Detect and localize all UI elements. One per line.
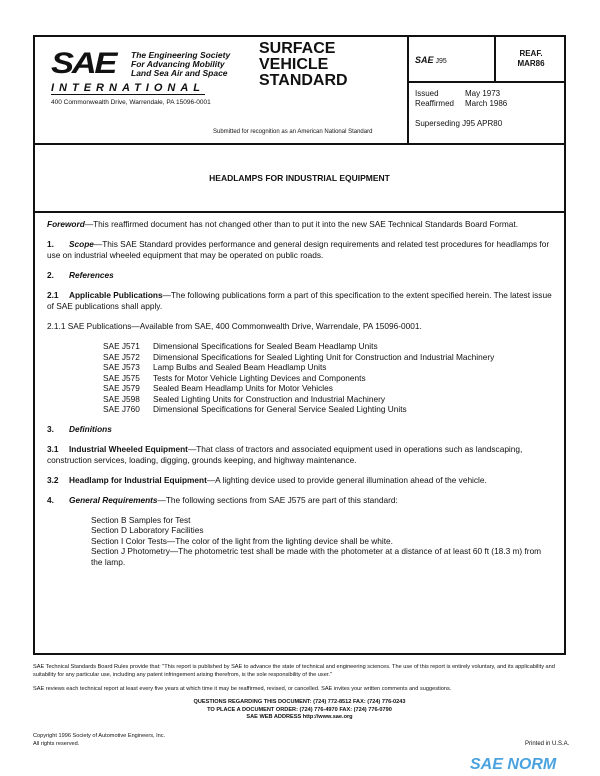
- section-list: [91, 515, 553, 568]
- section-3-2: 3.2 Headlamp for Industrial Equipment—A lighting device used to provide general illumination ahead of the vehicle.: [47, 474, 487, 485]
- document-title: HEADLAMPS FOR INDUSTRIAL EQUIPMENT: [35, 143, 564, 213]
- list-item: Section I Color Tests—The color of the light from the lighting device shall be white.: [91, 535, 393, 546]
- society-tagline: The Engineering Society For Advancing Mobility Land Sea Air and Space: [131, 50, 231, 78]
- reference-item: SAE J760 Dimensional Specifications for General Service Sealed Lighting Units: [103, 404, 407, 414]
- section-2-1-1: 2.1.1 SAE Publications—Available from SAE, 400 Commonwealth Drive, Warrendale, PA 15096-0001.: [47, 321, 422, 331]
- watermark-logo: SAE NORM: [470, 756, 557, 773]
- section-3: 3. Definitions: [47, 423, 112, 434]
- international-label: INTERNATIONAL: [51, 82, 206, 94]
- rules-note: SAE Technical Standards Board Rules provide that: "This report is published by SAE to advance the state of technical and engineering sciences. The use of this report is entirely voluntary, and its applicability and suitability for any particular use, including any patent infringement arising therefrom, is the sole responsibility of the user.": [33, 664, 555, 678]
- reference-list: [103, 341, 553, 415]
- footer: [33, 663, 566, 754]
- copyright: Copyright 1996 Society of Automotive Engineers, Inc. All rights reserved.: [33, 732, 166, 747]
- list-item: Section J Photometry—The photometric test shall be made with the photometer at a distance of at least 60 ft (18.3 m) from the lamp.: [91, 546, 542, 567]
- doc-type: SURFACE VEHICLE STANDARD: [259, 40, 348, 89]
- document-body: [47, 219, 553, 576]
- contact-info: QUESTIONS REGARDING THIS DOCUMENT: (724) 772-8512 FAX: (724) 776-0243 TO PLACE A DOCUMENT ORDER: (724) 776-4970 FAX: (724) 776-0790 SAE WEB ADDRESS http://www.sae.org: [193, 699, 406, 720]
- superseding: Superseding J95 APR80: [415, 119, 503, 128]
- doc-number: SAE J95: [415, 55, 447, 65]
- reference-item: SAE J575 Tests for Motor Vehicle Lighting Devices and Components: [103, 372, 366, 383]
- address: 400 Commonwealth Drive, Warrendale, PA 15096-0001: [51, 99, 211, 106]
- header: [35, 37, 564, 145]
- foreword: Foreword—This reaffirmed document has not changed other than to put it into the new SAE Technical Standards Board Format.: [47, 219, 519, 229]
- reference-item: SAE J573 Lamp Bulbs and Sealed Beam Headlamp Units: [103, 362, 327, 372]
- section-2-1: 2.1 Applicable Publications—The following publications form a part of this specification to the extent specified herein. The latest issue of SAE publications shall apply.: [47, 290, 552, 311]
- dates: Issued May 1973 Reaffirmed March 1986: [415, 89, 508, 108]
- document-frame: [33, 35, 566, 655]
- list-item: Section D Laboratory Facilities: [91, 525, 204, 535]
- reference-item: SAE J598 Sealed Lighting Units for Construction and Industrial Machinery: [103, 393, 385, 404]
- section-2: 2. References: [47, 270, 114, 280]
- reference-item: SAE J571 Dimensional Specifications for Sealed Beam Headlamp Units: [103, 341, 378, 351]
- status-box: REAF. MAR86: [494, 37, 566, 81]
- submitted-note: Submitted for recognition as an American National Standard: [213, 129, 373, 135]
- list-item: Section B Samples for Test: [91, 514, 191, 525]
- section-4: 4. General Requirements—The following sections from SAE J575 are part of this standard:: [47, 494, 398, 505]
- section-1: 1. Scope—This SAE Standard provides performance and general design requirements and related test procedures for headlamps for use on industrial wheeled equipment that may be operated on public roads.: [47, 239, 550, 260]
- printed-note: Printed in U.S.A.: [525, 741, 570, 747]
- reference-item: SAE J579 Sealed Beam Headlamp Units for Motor Vehicles: [103, 383, 333, 393]
- sae-logo: [51, 47, 231, 106]
- review-note: SAE reviews each technical report at least every five years at which time it may be reaffirmed, revised, or cancelled. SAE invites your written comments and suggestions.: [33, 686, 452, 692]
- section-3-1: 3.1 Industrial Wheeled Equipment—That class of tractors and associated equipment used in operations such as landscaping, construction services, loading, digging, grounds keeping, and highway maintenance.: [47, 443, 523, 465]
- reference-item: SAE J572 Dimensional Specifications for Sealed Lighting Unit for Construction and Industrial Machinery: [103, 351, 495, 362]
- logo-mark: SAE: [51, 47, 116, 80]
- doc-info-box: [407, 37, 566, 143]
